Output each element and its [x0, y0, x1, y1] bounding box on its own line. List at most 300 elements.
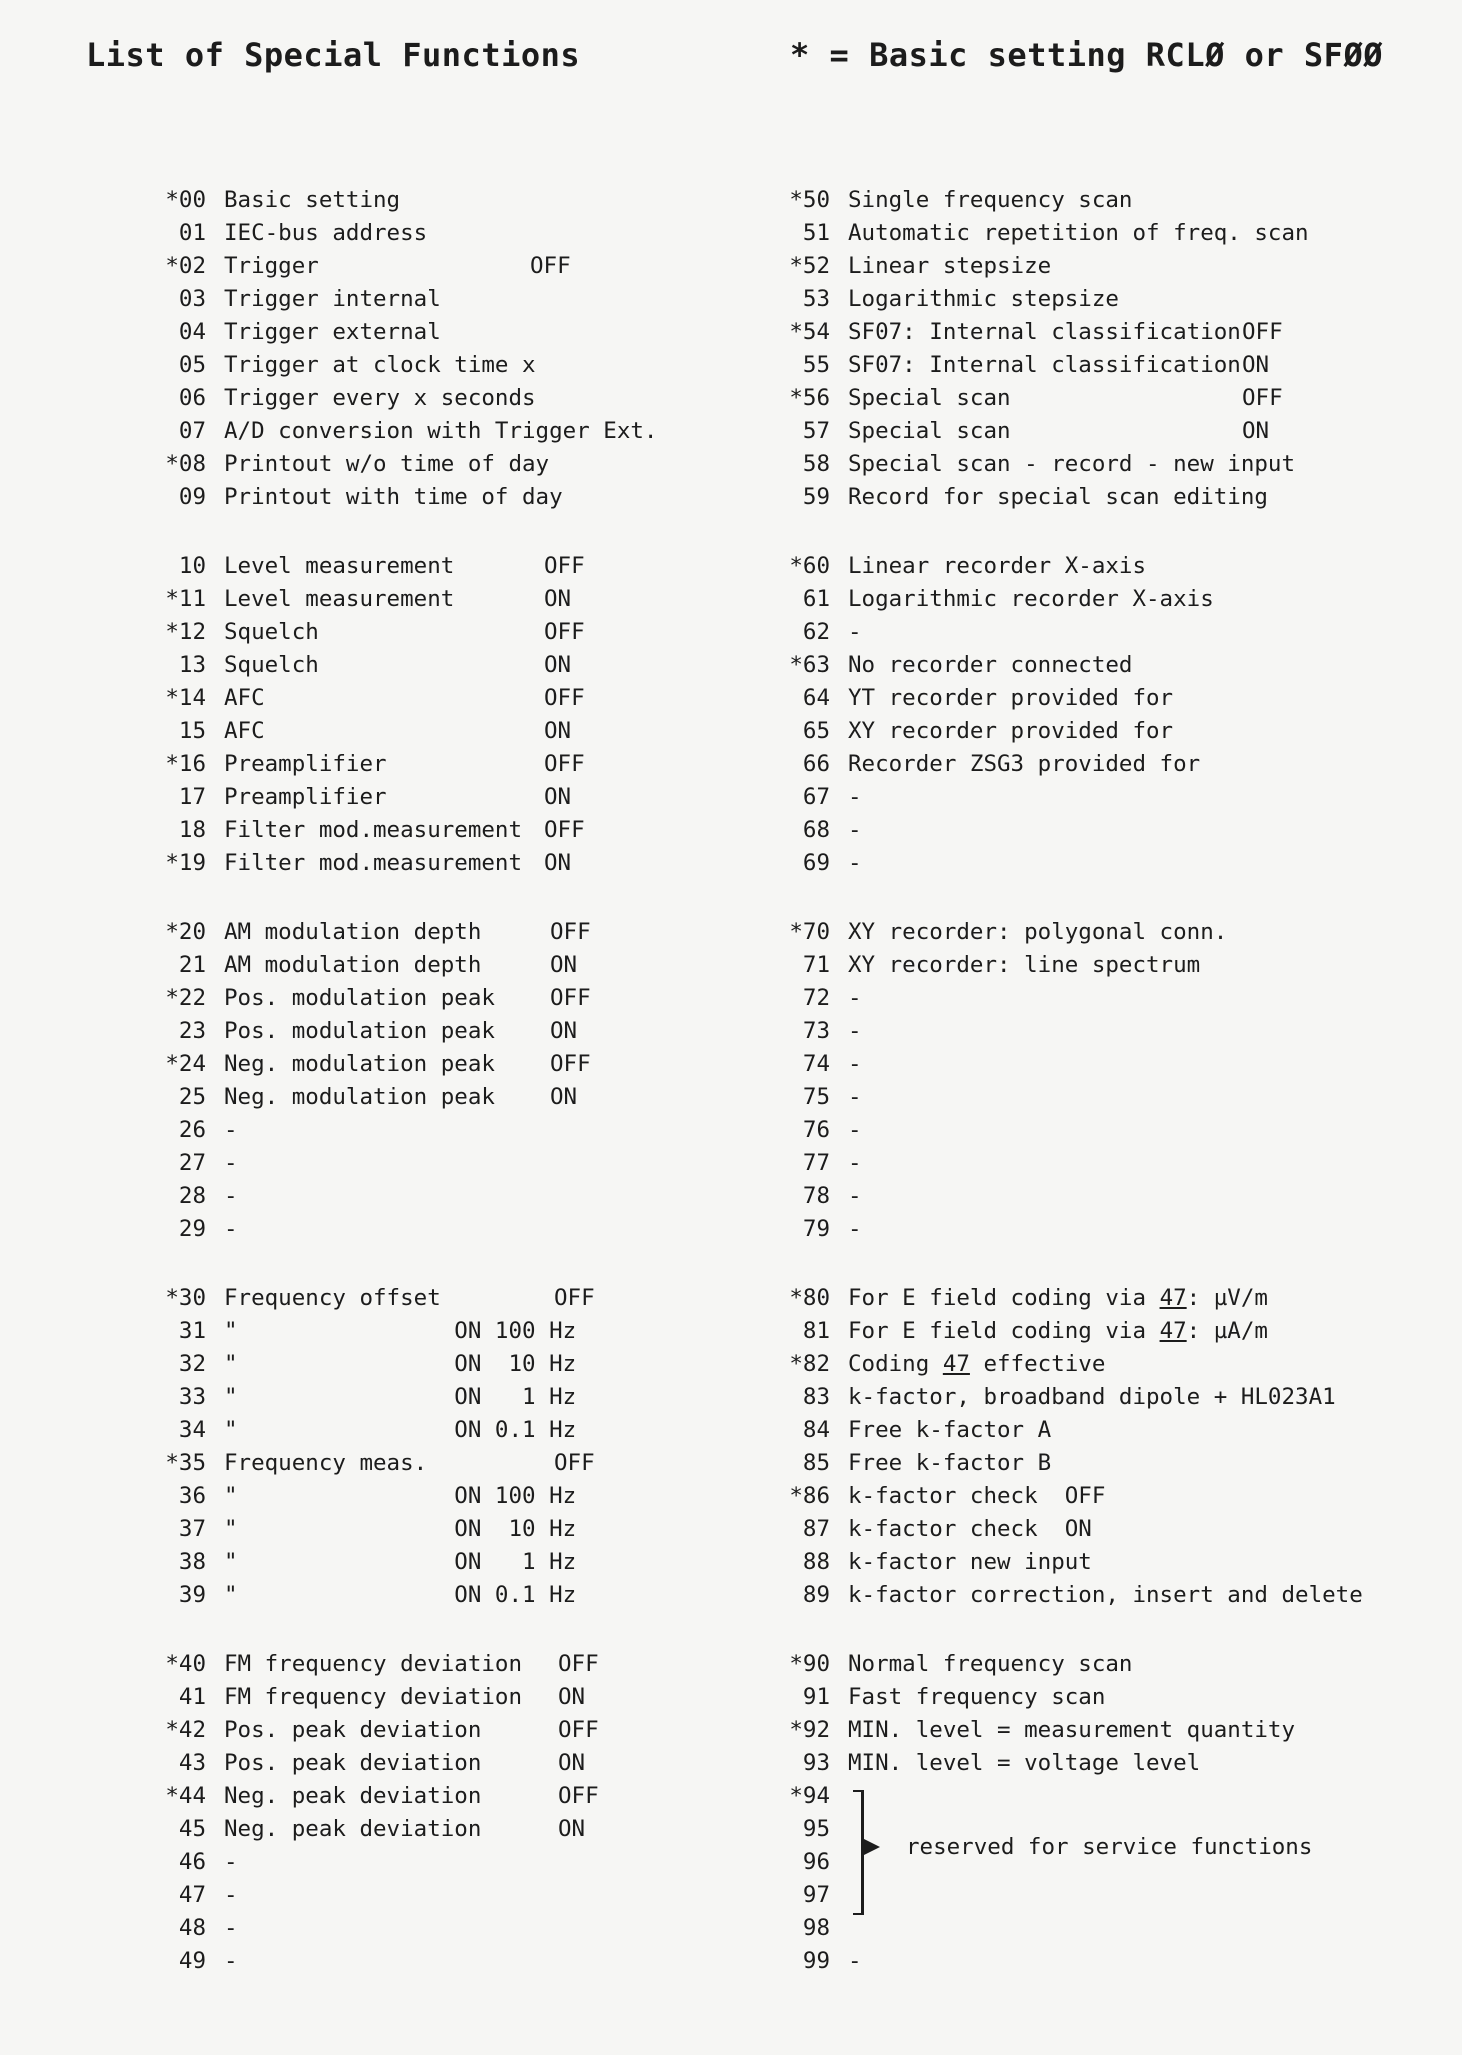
setting-state: ON — [1242, 418, 1270, 444]
function-label: " ON 1 Hz — [224, 1549, 577, 1575]
function-number: 33 — [178, 1384, 206, 1410]
function-row — [768, 616, 1428, 649]
function-label: Pos. peak deviation — [224, 1717, 482, 1743]
function-number: *60 — [789, 553, 830, 579]
function-row — [144, 1912, 704, 1945]
function-label: " ON 10 Hz — [224, 1516, 577, 1542]
function-number: 34 — [178, 1417, 206, 1443]
function-row — [768, 1282, 1428, 1315]
function-number: 61 — [802, 586, 830, 612]
function-row — [768, 916, 1428, 949]
setting-state: ON — [544, 652, 572, 678]
basic-setting-note: * = Basic setting RCLØ or SFØØ — [790, 36, 1383, 74]
function-number: *19 — [165, 850, 206, 876]
function-row — [144, 1180, 704, 1213]
label-suffix: : µV/m — [1186, 1285, 1268, 1311]
label-prefix: Coding — [848, 1351, 943, 1377]
setting-state: OFF — [550, 1051, 591, 1077]
function-label: " ON 0.1 Hz — [224, 1582, 577, 1608]
function-label: FM frequency deviation — [224, 1651, 523, 1677]
function-label: Frequency offset — [224, 1285, 441, 1311]
function-number: 23 — [178, 1018, 206, 1044]
function-number: 88 — [802, 1549, 830, 1575]
function-row — [768, 1579, 1428, 1612]
setting-state: OFF — [544, 685, 585, 711]
function-label: Level measurement — [224, 553, 455, 579]
underlined-function-ref: 47 — [942, 1351, 970, 1377]
setting-state: ON — [558, 1684, 586, 1710]
function-label: Normal frequency scan — [848, 1651, 1133, 1677]
function-row — [768, 382, 1428, 415]
function-row — [768, 250, 1428, 283]
function-number: *08 — [165, 451, 206, 477]
function-number: *44 — [165, 1783, 206, 1809]
function-number: 81 — [802, 1318, 830, 1344]
function-number: 87 — [802, 1516, 830, 1542]
function-row — [768, 1381, 1428, 1414]
function-number: 07 — [178, 418, 206, 444]
function-row — [144, 616, 704, 649]
function-label: AM modulation depth — [224, 952, 482, 978]
function-number: *90 — [789, 1651, 830, 1677]
function-label: " ON 10 Hz — [224, 1351, 577, 1377]
function-label: Linear recorder X-axis — [848, 553, 1147, 579]
function-row — [144, 1081, 704, 1114]
setting-state: ON — [544, 850, 572, 876]
function-label: Neg. peak deviation — [224, 1816, 482, 1842]
function-row — [144, 715, 704, 748]
function-row — [144, 649, 704, 682]
function-label: MIN. level = voltage level — [848, 1750, 1201, 1776]
function-number: 01 — [178, 220, 206, 246]
function-number: 69 — [802, 850, 830, 876]
function-row — [144, 1813, 704, 1846]
function-row — [768, 1780, 1428, 1813]
setting-state: ON — [544, 784, 572, 810]
function-label: IEC-bus address — [224, 220, 428, 246]
function-group — [144, 184, 704, 514]
function-row — [768, 1513, 1428, 1546]
function-row — [768, 1114, 1428, 1147]
function-row — [144, 1213, 704, 1246]
setting-state: ON — [558, 1816, 586, 1842]
function-number: 55 — [802, 352, 830, 378]
function-label: " ON 100 Hz — [224, 1318, 577, 1344]
function-group — [144, 550, 704, 880]
function-row — [144, 982, 704, 1015]
function-row — [144, 250, 704, 283]
function-label: - — [848, 1051, 862, 1077]
function-number: 57 — [802, 418, 830, 444]
function-label: - — [848, 1018, 862, 1044]
setting-state: ON — [550, 952, 578, 978]
function-row — [144, 349, 704, 382]
function-row — [144, 682, 704, 715]
function-number: *42 — [165, 1717, 206, 1743]
function-number: 51 — [802, 220, 830, 246]
function-label: XY recorder provided for — [848, 718, 1174, 744]
function-number: 29 — [178, 1216, 206, 1242]
function-number: 45 — [178, 1816, 206, 1842]
function-row — [144, 184, 704, 217]
setting-state: OFF — [558, 1783, 599, 1809]
function-row — [144, 1513, 704, 1546]
function-label: " ON 0.1 Hz — [224, 1417, 577, 1443]
function-label: k-factor correction, insert and delete — [848, 1582, 1363, 1608]
function-row — [768, 1681, 1428, 1714]
function-number: 62 — [802, 619, 830, 645]
function-row — [144, 415, 704, 448]
function-number: 89 — [802, 1582, 830, 1608]
function-label: AM modulation depth — [224, 919, 482, 945]
function-row — [768, 1546, 1428, 1579]
function-row — [144, 550, 704, 583]
function-group — [144, 916, 704, 1246]
label-prefix: For E field coding via — [848, 1285, 1160, 1311]
function-label: Recorder ZSG3 provided for — [848, 751, 1201, 777]
function-number: 05 — [178, 352, 206, 378]
setting-state: ON — [544, 586, 572, 612]
function-number: 65 — [802, 718, 830, 744]
function-number: 85 — [802, 1450, 830, 1476]
function-row — [768, 184, 1428, 217]
function-row — [144, 283, 704, 316]
function-label: k-factor check ON — [848, 1516, 1092, 1542]
function-row — [768, 982, 1428, 1015]
function-row — [768, 814, 1428, 847]
function-number: 73 — [802, 1018, 830, 1044]
function-row — [144, 1846, 704, 1879]
bracket-shape — [853, 1790, 864, 1915]
function-number: 41 — [178, 1684, 206, 1710]
function-number: 95 — [802, 1816, 830, 1842]
function-row — [144, 1780, 704, 1813]
function-label: Neg. modulation peak — [224, 1051, 495, 1077]
function-row — [144, 1147, 704, 1180]
function-number: 39 — [178, 1582, 206, 1608]
function-number: *56 — [789, 385, 830, 411]
function-label: - — [224, 1117, 238, 1143]
function-label: Preamplifier — [224, 751, 387, 777]
setting-state: OFF — [544, 817, 585, 843]
function-row — [768, 847, 1428, 880]
setting-state: OFF — [1242, 385, 1283, 411]
setting-state: OFF — [544, 619, 585, 645]
function-row — [768, 583, 1428, 616]
function-label: k-factor new input — [848, 1549, 1092, 1575]
setting-state: ON — [544, 718, 572, 744]
function-label: Squelch — [224, 619, 319, 645]
function-number: 76 — [802, 1117, 830, 1143]
function-number: 97 — [802, 1882, 830, 1908]
setting-state: OFF — [558, 1651, 599, 1677]
function-row — [768, 1912, 1428, 1945]
function-label: Special scan — [848, 418, 1011, 444]
function-label: Filter mod.measurement — [224, 817, 523, 843]
function-row — [144, 1714, 704, 1747]
function-row — [768, 1480, 1428, 1513]
function-label: Basic setting — [224, 187, 401, 213]
function-group — [768, 1648, 1428, 1978]
label-prefix: For E field coding via — [848, 1318, 1160, 1344]
function-label: YT recorder provided for — [848, 685, 1174, 711]
function-label: - — [848, 1117, 862, 1143]
function-row — [768, 1315, 1428, 1348]
function-number: *40 — [165, 1651, 206, 1677]
right-function-column — [768, 184, 1428, 2014]
function-number: 91 — [802, 1684, 830, 1710]
function-label: Frequency meas. — [224, 1450, 428, 1476]
underlined-function-ref: 47 — [1159, 1318, 1187, 1344]
setting-state: OFF — [530, 253, 571, 279]
function-number: 47 — [178, 1882, 206, 1908]
function-label: Pos. modulation peak — [224, 985, 495, 1011]
function-label: k-factor check OFF — [848, 1483, 1106, 1509]
function-number: 15 — [178, 718, 206, 744]
function-number: 36 — [178, 1483, 206, 1509]
function-row — [768, 415, 1428, 448]
function-label: Trigger at clock time x — [224, 352, 536, 378]
function-row — [144, 1579, 704, 1612]
function-row — [144, 1945, 704, 1978]
function-label: - — [224, 1948, 238, 1974]
function-label: - — [848, 985, 862, 1011]
setting-state: OFF — [1242, 319, 1283, 345]
function-number: 17 — [178, 784, 206, 810]
function-row — [768, 1714, 1428, 1747]
function-label: Pos. modulation peak — [224, 1018, 495, 1044]
label-suffix: effective — [969, 1351, 1106, 1377]
function-label — [848, 1348, 1105, 1381]
function-row — [144, 481, 704, 514]
left-function-column — [144, 184, 704, 2014]
function-row — [768, 316, 1428, 349]
function-number: 04 — [178, 319, 206, 345]
function-label: - — [848, 1183, 862, 1209]
function-label: Special scan — [848, 385, 1011, 411]
setting-state: OFF — [544, 751, 585, 777]
function-row — [768, 283, 1428, 316]
function-label: Automatic repetition of freq. scan — [848, 220, 1309, 246]
function-row — [144, 1315, 704, 1348]
function-row — [768, 682, 1428, 715]
function-row — [144, 1648, 704, 1681]
function-number: *24 — [165, 1051, 206, 1077]
function-row — [144, 217, 704, 250]
function-label: - — [224, 1183, 238, 1209]
function-label: Squelch — [224, 652, 319, 678]
function-number: 21 — [178, 952, 206, 978]
function-label: " ON 1 Hz — [224, 1384, 577, 1410]
function-number: 71 — [802, 952, 830, 978]
setting-state: ON — [550, 1084, 578, 1110]
function-number: 37 — [178, 1516, 206, 1542]
function-label: AFC — [224, 685, 265, 711]
function-number: *50 — [789, 187, 830, 213]
function-number: *63 — [789, 652, 830, 678]
function-number: 83 — [802, 1384, 830, 1410]
function-row — [768, 1648, 1428, 1681]
function-number: 27 — [178, 1150, 206, 1176]
function-number: 66 — [802, 751, 830, 777]
function-label: - — [848, 850, 862, 876]
function-number: 72 — [802, 985, 830, 1011]
function-group — [768, 916, 1428, 1246]
function-number: 28 — [178, 1183, 206, 1209]
function-row — [768, 1147, 1428, 1180]
function-row — [768, 1213, 1428, 1246]
function-label: Filter mod.measurement — [224, 850, 523, 876]
function-group — [768, 184, 1428, 514]
function-number: 74 — [802, 1051, 830, 1077]
function-label: - — [848, 784, 862, 810]
function-row — [144, 1681, 704, 1714]
function-label: SF07: Internal classification — [848, 319, 1241, 345]
function-number: *12 — [165, 619, 206, 645]
page-title: List of Special Functions — [86, 36, 581, 74]
function-label: - — [224, 1882, 238, 1908]
function-number: 48 — [178, 1915, 206, 1941]
function-row — [144, 1015, 704, 1048]
function-row — [768, 781, 1428, 814]
function-number: 77 — [802, 1150, 830, 1176]
function-label: " ON 100 Hz — [224, 1483, 577, 1509]
function-number: *02 — [165, 253, 206, 279]
function-label: Logarithmic recorder X-axis — [848, 586, 1214, 612]
function-label: A/D conversion with Trigger Ext. — [224, 418, 658, 444]
function-group — [768, 550, 1428, 880]
function-row — [768, 349, 1428, 382]
function-label: - — [224, 1849, 238, 1875]
arrow-right-icon — [864, 1839, 880, 1855]
function-label: - — [848, 1084, 862, 1110]
function-number: 32 — [178, 1351, 206, 1377]
function-row — [768, 550, 1428, 583]
function-row — [768, 649, 1428, 682]
function-number: *14 — [165, 685, 206, 711]
function-number: 25 — [178, 1084, 206, 1110]
setting-state: OFF — [550, 919, 591, 945]
underlined-function-ref: 47 — [1159, 1285, 1187, 1311]
function-number: 53 — [802, 286, 830, 312]
function-number: *82 — [789, 1351, 830, 1377]
function-number: 46 — [178, 1849, 206, 1875]
setting-state: ON — [1242, 352, 1270, 378]
function-label: Linear stepsize — [848, 253, 1052, 279]
function-number: *20 — [165, 919, 206, 945]
function-label: Trigger external — [224, 319, 441, 345]
function-number: 67 — [802, 784, 830, 810]
label-suffix: : µA/m — [1186, 1318, 1268, 1344]
function-number: 75 — [802, 1084, 830, 1110]
function-label: Free k-factor A — [848, 1417, 1052, 1443]
function-row — [768, 1081, 1428, 1114]
function-label — [848, 1282, 1268, 1315]
function-label: XY recorder: polygonal conn. — [848, 919, 1228, 945]
function-number: 26 — [178, 1117, 206, 1143]
function-label: Preamplifier — [224, 784, 387, 810]
function-label: Special scan - record - new input — [848, 451, 1296, 477]
function-row — [768, 1348, 1428, 1381]
function-number: *00 — [165, 187, 206, 213]
function-row — [144, 1048, 704, 1081]
function-row — [144, 1747, 704, 1780]
function-row — [144, 1480, 704, 1513]
function-row — [144, 949, 704, 982]
function-number: 06 — [178, 385, 206, 411]
function-label: Single frequency scan — [848, 187, 1133, 213]
function-group — [768, 1282, 1428, 1612]
function-row — [144, 583, 704, 616]
function-row — [768, 1447, 1428, 1480]
function-label: Trigger — [224, 253, 319, 279]
function-number: 64 — [802, 685, 830, 711]
function-label: - — [224, 1150, 238, 1176]
function-number: *94 — [789, 1783, 830, 1809]
setting-state: OFF — [554, 1285, 595, 1311]
function-number: 10 — [178, 553, 206, 579]
function-label — [848, 1315, 1268, 1348]
function-group — [144, 1282, 704, 1612]
function-label: Neg. modulation peak — [224, 1084, 495, 1110]
function-number: 09 — [178, 484, 206, 510]
function-label: MIN. level = measurement quantity — [848, 1717, 1296, 1743]
function-number: 18 — [178, 817, 206, 843]
function-group — [144, 1648, 704, 1978]
function-number: 79 — [802, 1216, 830, 1242]
function-label: Record for special scan editing — [848, 484, 1268, 510]
function-row — [768, 1747, 1428, 1780]
setting-state: ON — [550, 1018, 578, 1044]
setting-state: OFF — [550, 985, 591, 1011]
function-label: - — [848, 1150, 862, 1176]
function-label: - — [848, 1216, 862, 1242]
function-label: - — [224, 1915, 238, 1941]
function-row — [768, 1945, 1428, 1978]
function-row — [768, 1879, 1428, 1912]
function-row — [768, 748, 1428, 781]
function-row — [768, 949, 1428, 982]
function-label: Fast frequency scan — [848, 1684, 1106, 1710]
function-label: - — [224, 1216, 238, 1242]
setting-state: OFF — [558, 1717, 599, 1743]
function-number: 03 — [178, 286, 206, 312]
function-row — [768, 1180, 1428, 1213]
function-row — [768, 1048, 1428, 1081]
function-label: - — [848, 619, 862, 645]
function-number: 96 — [802, 1849, 830, 1875]
function-label: - — [848, 817, 862, 843]
function-number: *92 — [789, 1717, 830, 1743]
function-row — [144, 1546, 704, 1579]
function-number: *86 — [789, 1483, 830, 1509]
function-label: No recorder connected — [848, 652, 1133, 678]
function-row — [768, 1015, 1428, 1048]
function-number: 43 — [178, 1750, 206, 1776]
function-label: Neg. peak deviation — [224, 1783, 482, 1809]
function-number: 58 — [802, 451, 830, 477]
function-number: 99 — [802, 1948, 830, 1974]
function-number: 68 — [802, 817, 830, 843]
function-number: 84 — [802, 1417, 830, 1443]
function-row — [768, 1414, 1428, 1447]
function-number: 98 — [802, 1915, 830, 1941]
function-label: FM frequency deviation — [224, 1684, 523, 1710]
function-label: - — [848, 1948, 862, 1974]
function-row — [768, 217, 1428, 250]
function-label: k-factor, broadband dipole + HL023A1 — [848, 1384, 1336, 1410]
function-number: 38 — [178, 1549, 206, 1575]
